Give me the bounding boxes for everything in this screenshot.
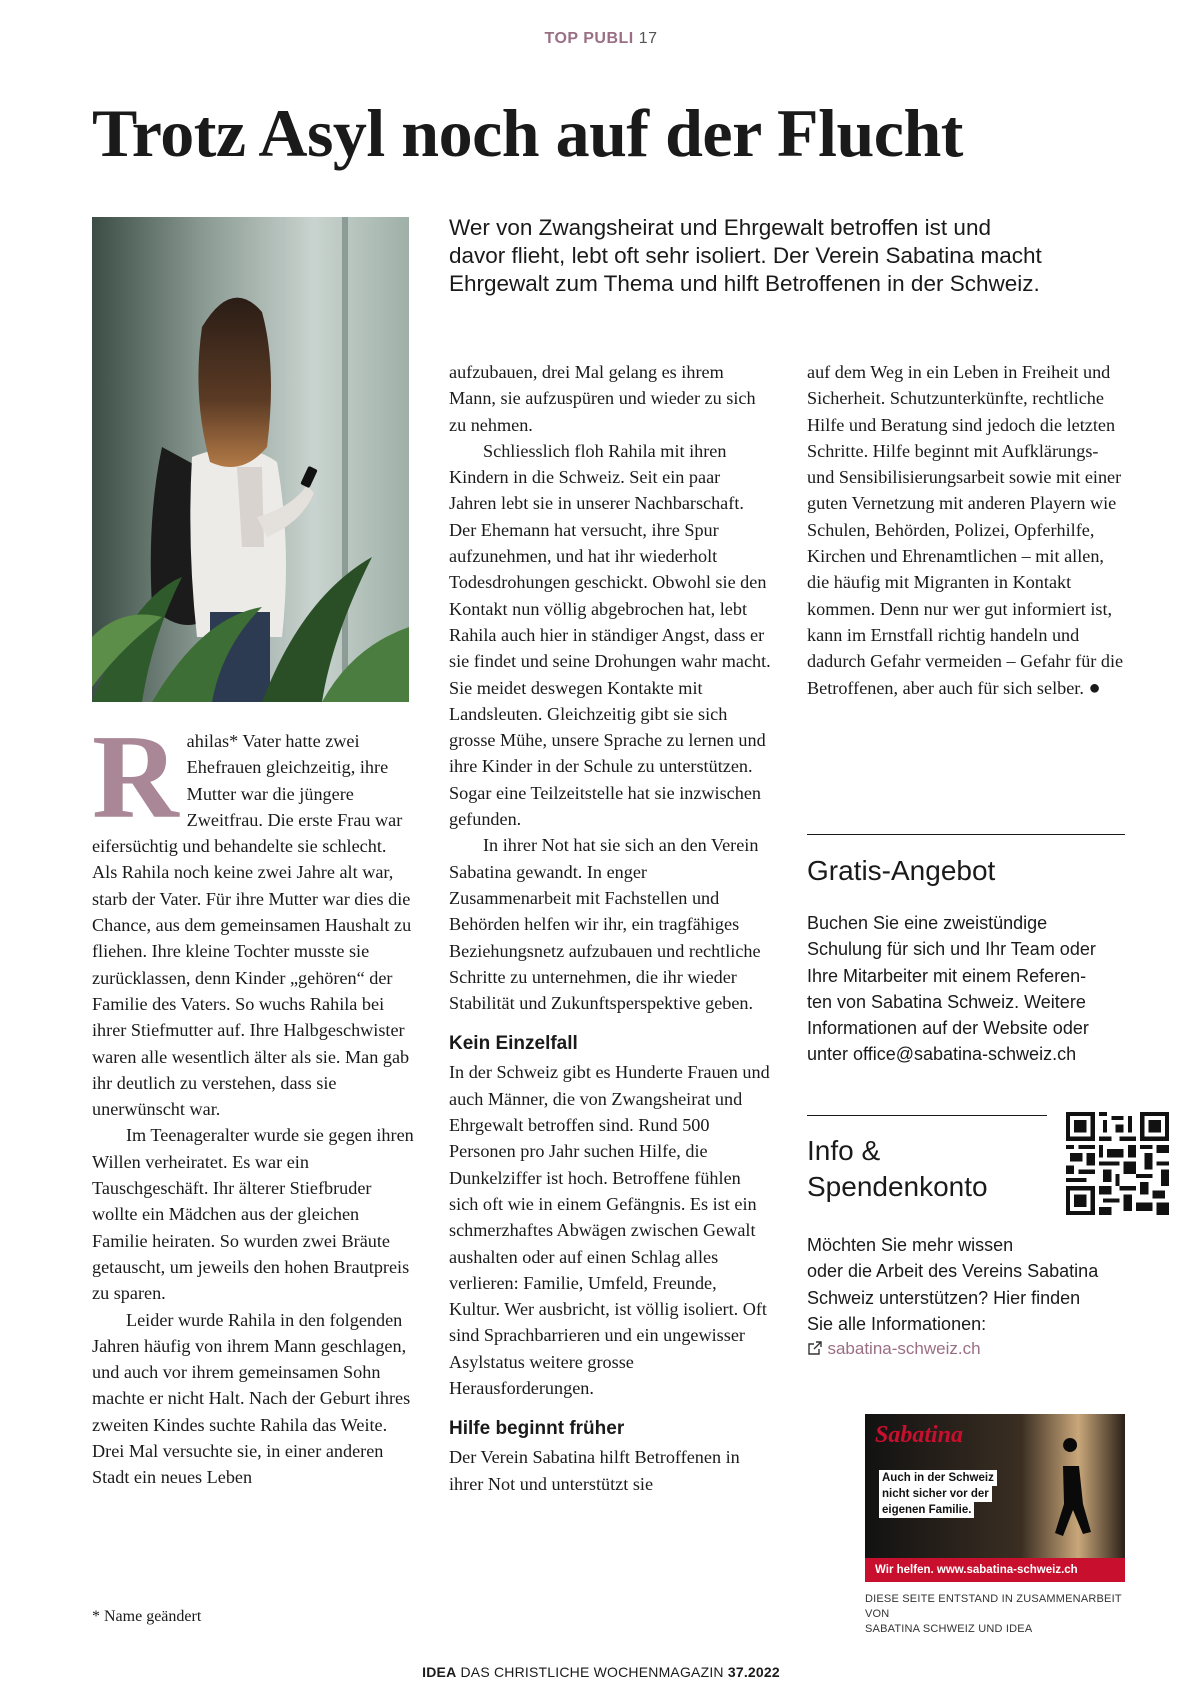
paragraph: In ihrer Not hat sie sich an den Verein Sabatina gewandt. In enger Zusammenarbeit mit Fachstellen und Behörden helfen wir ihr, ein tragfähiges Beziehungsnetz aufzubauen und rechtliche Schritte zu unternehmen, die ihr wieder Stabilität und Zukunftsperspektive geben. <box>449 835 761 1014</box>
ad-footer: Wir helfen. www.sabatina-schweiz.ch <box>865 1558 1125 1582</box>
divider <box>807 1115 1047 1116</box>
article-photo <box>92 217 409 702</box>
info-box-title: Info & Spendenkonto <box>807 1135 988 1202</box>
paragraph: Der Verein Sabatina hilft Betroffenen in ihrer Not und unterstützt sie <box>449 1447 740 1494</box>
paragraph: Im Teenageralter wurde sie gegen ihren Willen verheiratet. Es war ein Tauschgeschäft. Ihr älterer Stiefbruder wollte ein Mädchen aus der gleichen Familie heiraten. So wurden zwei Bräute getauscht, um jeweils den hohen Brautpreis zu sparen. <box>92 1125 414 1304</box>
page-footer <box>0 1664 1202 1680</box>
subheading: Kein Einzelfall <box>449 1033 578 1055</box>
footer-brand: IDEA <box>422 1664 457 1680</box>
paragraph: aufzubauen, drei Mal gelang es ihrem Mann, sie aufzuspüren und wieder zu sich zu nehmen. <box>449 362 756 435</box>
external-link-icon <box>807 1340 823 1356</box>
paragraph: Rahilas* Vater hatte zwei Ehefrauen gleichzeitig, ihre Mutter war die jüngere Zweitfrau. Die erste Frau war eifersüchtig und behandelte sie schlecht. Als Rahila noch keine zwei Jahre alt war, starb der Vater. Für ihre Mutter war dies die Chance, aus dem gemeinsamen Haushalt zu fliehen. Ihre kleine Tochter musste sie zurücklassen, denn Kinder „gehören“ der Familie des Vaters. So wuchs Rahila bei ihrer Stiefmutter auf. Ihre Halbgeschwister waren alle wesentlich älter als sie. Man gab ihr deutlich zu verstehen, dass sie unerwünscht war. <box>92 710 412 1120</box>
paragraph: Schliesslich floh Rahila mit ihren Kindern in die Schweiz. Seit ein paar Jahren lebt sie in unserer Nachbarschaft. Der Ehemann hat versucht, ihre Spur aufzunehmen, und hat ihr wiederholt Todesdrohungen geschickt. Obwohl sie den Kontakt nun völlig abgebrochen hat, lebt Rahila auch hier in ständiger Angst, dass er sie findet und seine Drohungen wahr macht. Sie meidet deswegen Kontakte mit Landsleuten. Gleichzeitig gibt sie sich grosse Mühe, unsere Sprache zu lernen und ihre Kinder in der Schule zu unterstützen. Sogar eine Teilzeitstelle hat sie inzwischen gefunden. <box>449 440 771 830</box>
ad-tagline: Auch in der Schweiz nicht sicher vor der eigenen Familie. <box>879 1470 997 1518</box>
website-link-text[interactable]: sabatina-schweiz.ch <box>827 1339 981 1358</box>
paragraph: In der Schweiz gibt es Hunderte Frauen und auch Männer, die von Zwangsheirat und Ehrgewalt betroffen sind. Rund 500 Personen pro Jahr suchen Hilfe, die Dunkelziffer ist hoch. Betroffene fühlen sich oft wie in einem Gefängnis. Es ist ein schmerzhaftes Abwägen zwischen Gewalt aushalten oder auf einen Schlag alles verlieren: Familie, Umfeld, Freunde, Kultur. Wer ausbricht, ist völlig isoliert. Oft sind Sprachbarrieren und ein ungewisser Asylstatus weitere grosse Herausforderungen. <box>449 1062 770 1398</box>
website-link[interactable] <box>807 1339 981 1359</box>
offer-box-title: Gratis-Angebot <box>807 855 996 886</box>
woman-with-phone-image <box>92 217 409 702</box>
info-box-text: Möchten Sie mehr wissen oder die Arbeit des Vereins Sabatina Schweiz unterstützen? Hier finden Sie alle Informationen: <box>807 1235 1099 1334</box>
ad-logo: Sabatina <box>875 1422 964 1448</box>
footer-issue: 37.2022 <box>727 1664 780 1680</box>
paragraph: auf dem Weg in ein Leben in Freiheit und Sicherheit. Schutzunterkünfte, rechtliche Hilfe und Beratung sind jedoch die letzten Schritte. Hilfe beginnt mit Aufklärungs- und Sensibilisierungsarbeit sowie mit einer guten Vernetzung mit anderen Playern wie Schulen, Behörden, Polizei, Opferhilfe, Kirchen und Ehrenamtlichen – mit allen, die häufig mit Migranten in Kontakt kommen. Denn nur wer gut informiert ist, kann im Ernstfall richtig handeln und dadurch Gefahr vermeiden – Gefahr für die Betroffenen, aber auch für sich selber. ● <box>807 362 1124 699</box>
article-column-2 <box>449 359 771 1497</box>
article-column-3 <box>807 359 1129 701</box>
divider <box>807 834 1125 835</box>
ad-credit: DIESE SEITE ENTSTAND IN ZUSAMMENARBEIT VON SABATINA SCHWEIZ UND IDEA <box>865 1593 1122 1635</box>
end-mark: ● <box>1088 676 1101 699</box>
paragraph: Leider wurde Rahila in den folgenden Jahren häufig von ihrem Mann geschlagen, und auch vor ihrem gemeinsamen Sohn machte er nicht Halt. Nach der Geburt ihres zweiten Kindes suchte Rahila das Weite. Drei Mal versuchte sie, in einer anderen Stadt ein neues Leben <box>92 1309 411 1488</box>
article-lead: Wer von Zwangsheirat und Ehrgewalt betroffen ist und davor flieht, lebt oft sehr isoliert. Der Verein Sabatina macht Ehrgewalt zum Thema und hilft Betroffenen in der Schweiz. <box>449 215 1042 296</box>
page-header <box>0 30 1202 48</box>
article-column-1 <box>92 710 414 1491</box>
offer-box-text: Buchen Sie eine zweistündige Schulung für sich und Ihr Team oder Ihre Mitarbeiter mit einem Referen- ten von Sabatina Schweiz. Weitere Informationen auf der Website oder unter office@sabatina-schweiz.ch <box>807 913 1096 1065</box>
qr-code-icon <box>1066 1112 1169 1215</box>
drop-cap: R <box>92 710 179 843</box>
sabatina-ad[interactable] <box>865 1414 1125 1582</box>
article-title: Trotz Asyl noch auf der Flucht <box>92 95 963 171</box>
section-label: TOP PUBLI <box>544 30 634 47</box>
footnote: * Name geändert <box>92 1608 202 1625</box>
qr-code[interactable] <box>1066 1112 1169 1215</box>
page-number: 17 <box>638 30 658 47</box>
subheading: Hilfe beginnt früher <box>449 1418 625 1440</box>
footer-tagline: DAS CHRISTLICHE WOCHENMAGAZIN <box>460 1664 724 1680</box>
